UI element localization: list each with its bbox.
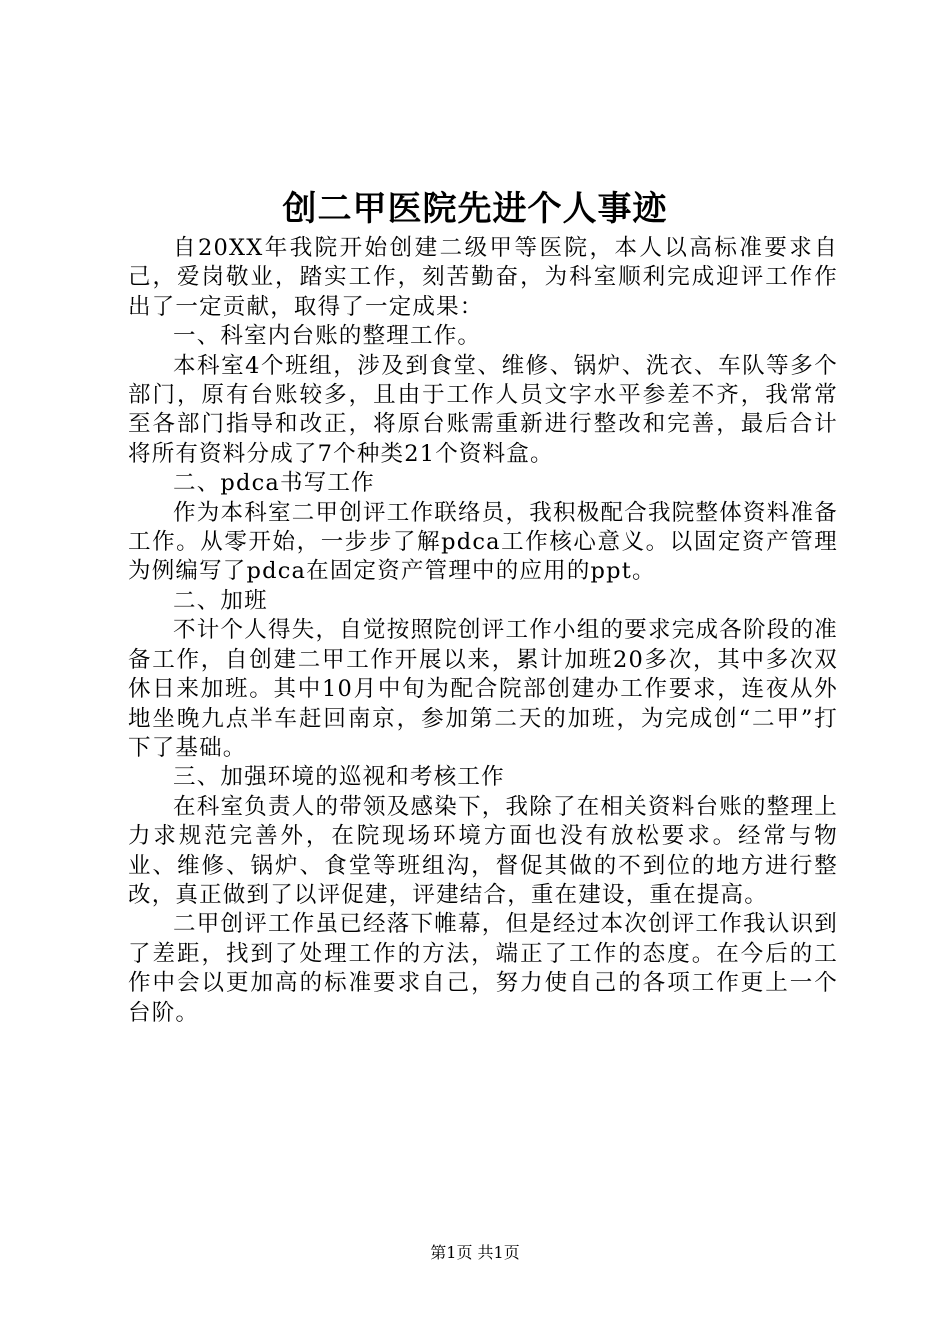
paragraph-environment: 在科室负责人的带领及感染下，我除了在相关资料台账的整理上力求规范完善外，在院现场环境方面也没有放松要求。经常与物业、维修、锅炉、食堂等班组沟，督促其做的不到位的地方进行整改，真正做到了以评促建，评建结合，重在建设，重在提高。 (128, 793, 838, 908)
paragraph-intro: 自20XX年我院开始创建二级甲等医院，本人以高标准要求自己，爱岗敬业，踏实工作，刻苦勤奋，为科室顺利完成迎评工作作出了一定贡献，取得了一定成果： (128, 235, 838, 320)
document-body (128, 234, 838, 1028)
paragraph-overtime: 不计个人得失，自觉按照院创评工作小组的要求完成各阶段的准备工作，自创建二甲工作开展以来，累计加班20多次，其中多次双休日来加班。其中10月中旬为配合院部创建办工作要求，连夜从外地坐晚九点半车赶回南京，参加第二天的加班，为完成创“二甲”打下了基础。 (128, 617, 838, 761)
section-heading-3: 二、加班 (173, 587, 268, 614)
page-footer: 第1页 共1页 (430, 1243, 520, 1262)
paragraph-pdca: 作为本科室二甲创评工作联络员，我积极配合我院整体资料准备工作。从零开始，一步步了解pdca工作核心意义。以固定资产管理为例编写了pdca在固定资产管理中的应用的ppt。 (128, 499, 838, 585)
section-heading-1: 一、科室内台账的整理工作。 (173, 323, 482, 350)
section-heading-2: 二、pdca书写工作 (173, 470, 375, 497)
paragraph-conclusion: 二甲创评工作虽已经落下帷幕，但是经过本次创评工作我认识到了差距，找到了处理工作的方法，端正了工作的态度。在今后的工作中会以更加高的标准要求自己，努力使自己的各项工作更上一个台阶。 (128, 911, 838, 1026)
paragraph-ledger: 本科室4个班组，涉及到食堂、维修、锅炉、洗衣、车队等多个部门，原有台账较多，且由于工作人员文字水平参差不齐，我常常至各部门指导和改正，将原台账需重新进行整改和完善，最后合计将所有资料分成了7个种类21个资料盒。 (128, 352, 838, 467)
document-title: 创二甲医院先进个人事迹 (282, 189, 668, 229)
section-heading-4: 三、加强环境的巡视和考核工作 (173, 764, 505, 791)
